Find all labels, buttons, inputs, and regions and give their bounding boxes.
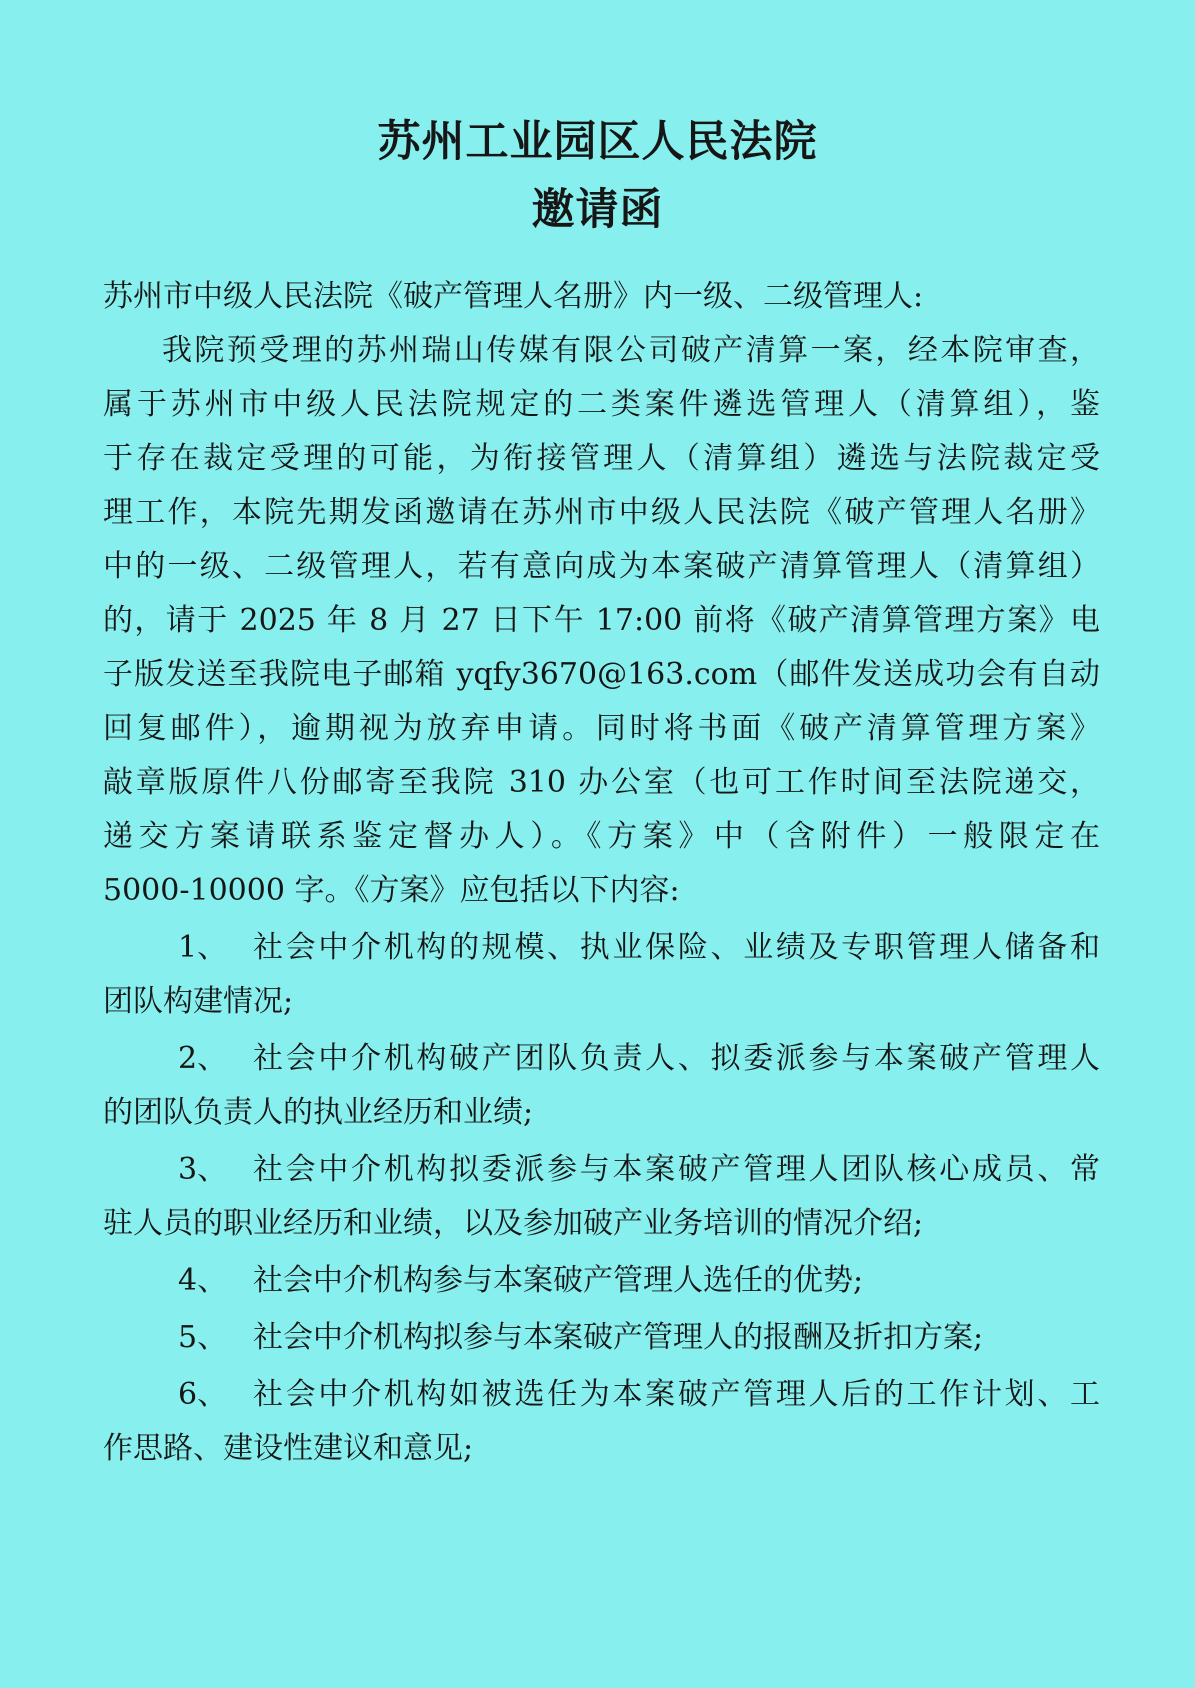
list-item (178, 1375, 1100, 1415)
list-item (178, 1318, 1100, 1358)
document-type: 邀请函 (531, 185, 664, 235)
body-line: 敲章版原件八份邮寄至我院 310 办公室（也可工作时间至法院递交， (103, 765, 1100, 800)
item-continuation: 作思路、建设性建议和意见; (103, 1431, 474, 1466)
item-continuation: 驻人员的职业经历和业绩，以及参加破产业务培训的情况介绍; (103, 1206, 924, 1241)
list-item (178, 1261, 1100, 1301)
body-line: 子版发送至我院电子邮箱 yqfy3670@163.com（邮件发送成功会有自动 (103, 657, 1100, 692)
court-name: 苏州工业园区人民法院 (377, 117, 818, 167)
body-line: 属于苏州市中级人民法院规定的二类案件遴选管理人（清算组），鉴 (103, 387, 1100, 422)
item-number: 5、 (178, 1320, 228, 1355)
item-number: 1、 (178, 930, 228, 965)
body-line: 理工作，本院先期发函邀请在苏州市中级人民法院《破产管理人名册》 (103, 495, 1100, 530)
body-line: 中的一级、二级管理人，若有意向成为本案破产清算管理人（清算组） (103, 549, 1100, 584)
item-text: 社会中介机构的规模、执业保险、业绩及专职管理人储备和 (253, 930, 1100, 965)
item-text: 社会中介机构拟参与本案破产管理人的报酬及折扣方案; (253, 1320, 984, 1355)
body-line: 我院预受理的苏州瑞山传媒有限公司破产清算一案，经本院审查， (162, 333, 1100, 368)
item-text: 社会中介机构拟委派参与本案破产管理人团队核心成员、常 (253, 1152, 1100, 1187)
body-line: 递交方案请联系鉴定督办人）。《方案》中（含附件）一般限定在 (103, 819, 1100, 854)
item-number: 3、 (178, 1152, 228, 1187)
item-continuation: 的团队负责人的执业经历和业绩; (103, 1095, 534, 1130)
body-line: 于存在裁定受理的可能，为衔接管理人（清算组）遴选与法院裁定受 (103, 441, 1100, 476)
list-item (178, 1150, 1100, 1190)
item-number: 4、 (178, 1263, 228, 1298)
item-text: 社会中介机构参与本案破产管理人选任的优势; (253, 1263, 864, 1298)
list-item (178, 928, 1100, 968)
title-block (0, 108, 1195, 244)
item-number: 6、 (178, 1377, 228, 1412)
salutation: 苏州市中级人民法院《破产管理人名册》内一级、二级管理人: (103, 279, 924, 314)
item-continuation: 团队构建情况; (103, 984, 294, 1019)
item-number: 2、 (178, 1041, 228, 1076)
body-line: 回复邮件），逾期视为放弃申请。同时将书面《破产清算管理方案》 (103, 711, 1100, 746)
body-line: 5000-10000 字。《方案》应包括以下内容: (103, 873, 680, 908)
item-text: 社会中介机构如被选任为本案破产管理人后的工作计划、工 (253, 1377, 1100, 1412)
item-text: 社会中介机构破产团队负责人、拟委派参与本案破产管理人 (253, 1041, 1100, 1076)
body-line: 的，请于 2025 年 8 月 27 日下午 17:00 前将《破产清算管理方案》电 (103, 603, 1100, 638)
list-item (178, 1039, 1100, 1079)
